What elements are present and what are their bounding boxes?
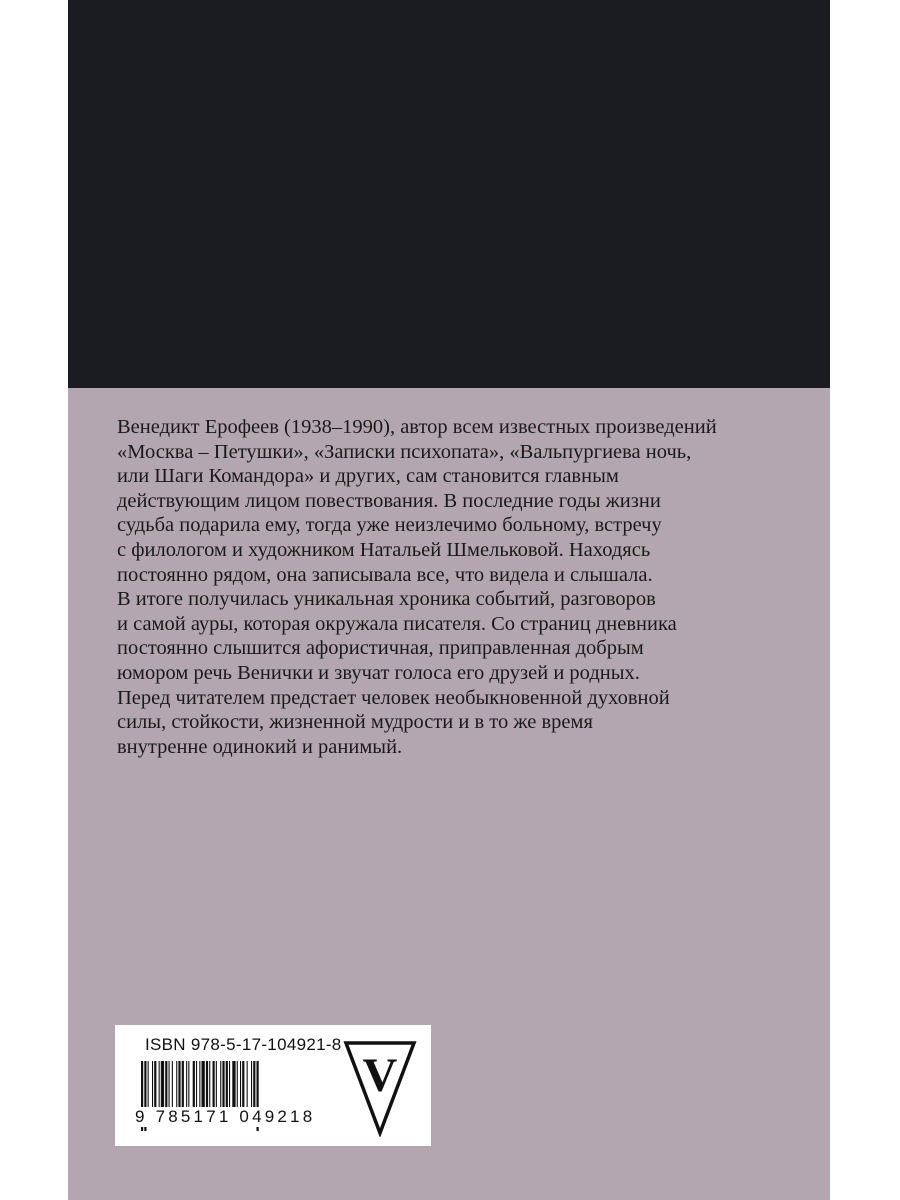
description-line: или Шаги Командора» и других, сам становится главным (117, 465, 619, 488)
publisher-logo-icon (342, 1039, 418, 1137)
description-line: постоянно рядом, она записывала все, что видела и слышала. (117, 563, 653, 586)
description-line: юмором речь Венички и звучат голоса его друзей и родных. (117, 661, 640, 684)
description-line: и самой ауры, которая окружала писателя. Со страниц дневника (117, 612, 677, 635)
isbn-number: ISBN 978-5-17-104921-8 (145, 1035, 342, 1054)
description-line: В итоге получилась уникальная хроника событий, разговоров (117, 588, 656, 611)
description-line: внутренне одинокий и ранимый. (117, 735, 403, 758)
description-line: Перед читателем предстает человек необыкновенной духовной (117, 686, 670, 709)
description-line: силы, стойкости, жизненной мудрости и в то же время (117, 711, 593, 734)
top-dark-band (68, 0, 830, 388)
back-cover (68, 0, 830, 1200)
description-line: Венедикт Ерофеев (1938–1990), автор всем известных произведений (117, 416, 717, 438)
isbn-barcode-panel (115, 1025, 431, 1146)
barcode-digits: 9 785171 049218 (135, 1107, 316, 1126)
description-line: судьба подарила ему, тогда уже неизлечимо больному, встречу (117, 514, 662, 537)
description-line: действующим лицом повествования. В последние годы жизни (117, 489, 661, 512)
description-line: постоянно слышится афористичная, приправленная добрым (117, 637, 644, 660)
description-line: с филологом и художником Натальей Шмельковой. Находясь (117, 538, 651, 561)
logo-letter: V (362, 1049, 398, 1102)
description-line: «Москва – Петушки», «Записки психопата», «Вальпургиева ночь, (117, 440, 692, 463)
book-description (117, 415, 797, 759)
